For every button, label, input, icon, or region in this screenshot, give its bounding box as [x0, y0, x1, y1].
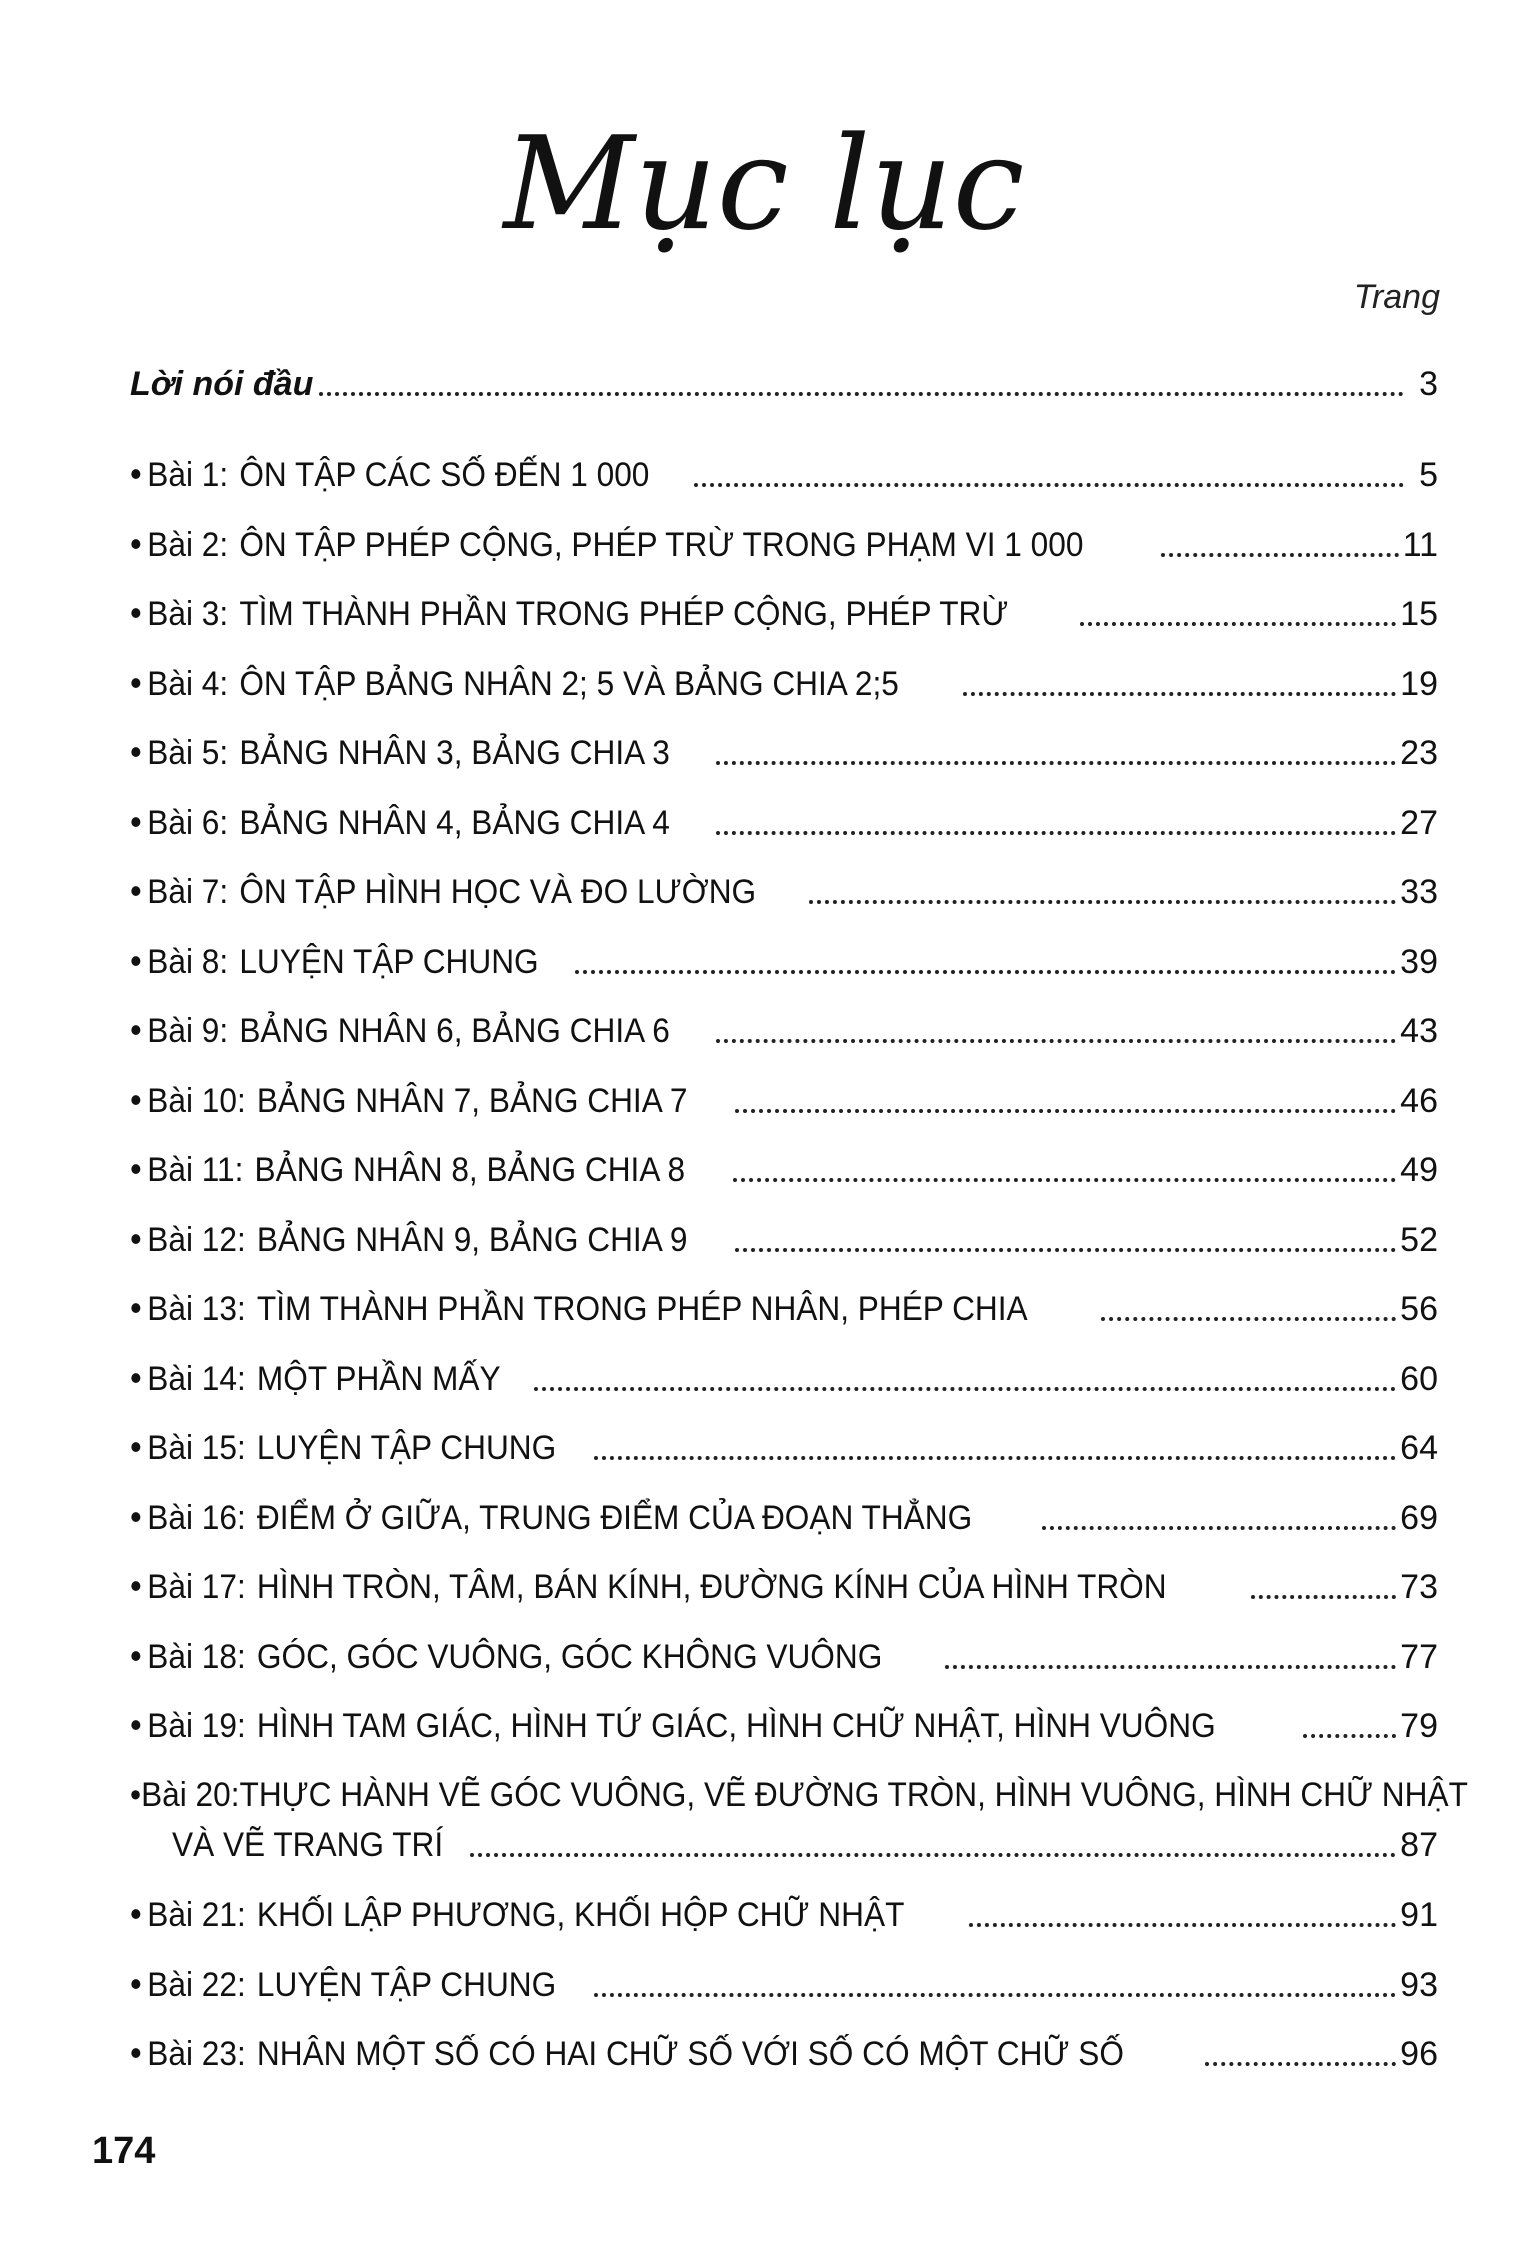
page-number: 87 [1400, 1825, 1438, 1864]
lesson-title: KHỐI LẬP PHƯƠNG, KHỐI HỘP CHỮ NHẬT [256, 1896, 905, 1934]
dot-leader [716, 831, 1396, 835]
bullet-icon: • [130, 592, 142, 633]
bullet-icon: • [130, 1078, 142, 1120]
toc-entry[interactable] [130, 869, 1438, 914]
bullet-icon: • [130, 1356, 142, 1398]
lesson-number: Bài 4: [147, 664, 229, 703]
entry-label [130, 522, 1083, 567]
page-number: 33 [1400, 873, 1438, 911]
lesson-title: LUYỆN TẬP CHUNG [256, 1965, 557, 2004]
dot-leader [534, 1387, 1396, 1391]
page-number: 23 [1400, 734, 1438, 772]
lesson-number: Bài 18: [147, 1637, 246, 1676]
dot-leader [735, 1109, 1396, 1113]
page-number: 73 [1400, 1568, 1438, 1606]
page-number: 19 [1400, 664, 1438, 703]
bullet-icon: • [130, 1495, 142, 1537]
entry-label [130, 1078, 687, 1123]
preface-label: Lời nói đầu [130, 365, 314, 403]
lesson-number: Bài 14: [147, 1359, 246, 1398]
entry-label [130, 1008, 670, 1053]
toc-entry[interactable] [130, 661, 1438, 706]
toc-entry[interactable] [130, 939, 1438, 984]
toc-entry[interactable] [130, 1425, 1438, 1470]
dot-leader [809, 900, 1396, 904]
page-column-header: Trang [1353, 278, 1440, 316]
lesson-title: NHÂN MỘT SỐ CÓ HAI CHỮ SỐ VỚI SỐ CÓ MỘT CHỮ SỐ [256, 2035, 1124, 2073]
toc-entry-line-cont[interactable] [172, 1823, 1438, 1867]
page-title: Mục lục [503, 110, 1025, 259]
bullet-icon: • [130, 1009, 142, 1050]
toc-entry[interactable] [130, 591, 1438, 636]
bullet-icon: • [130, 1565, 142, 1606]
dot-leader [1251, 1595, 1397, 1599]
bullet-icon: • [130, 1704, 142, 1745]
lesson-title: LUYỆN TẬP CHUNG [256, 1429, 557, 1467]
bullet-icon: • [130, 870, 142, 911]
entry-label [130, 2031, 1124, 2076]
lesson-title: ĐIỂM Ở GIỮA, TRUNG ĐIỂM CỦA ĐOẠN THẲNG [256, 1498, 973, 1537]
dot-leader [945, 1665, 1396, 1669]
lesson-number: Bài 11: [147, 1151, 244, 1189]
entry-label [130, 1495, 972, 1540]
toc-entry[interactable] [130, 1008, 1438, 1053]
bullet-icon: • [130, 1426, 142, 1467]
lesson-number: Bài 9: [147, 1012, 229, 1050]
bullet-icon: • [130, 1634, 142, 1676]
lesson-title: BẢNG NHÂN 4, BẢNG CHIA 4 [239, 803, 670, 842]
lesson-number: Bài 8: [147, 942, 229, 981]
entry-label [130, 1892, 904, 1937]
lesson-title: BẢNG NHÂN 9, BẢNG CHIA 9 [256, 1220, 688, 1259]
lesson-title: HÌNH TRÒN, TÂM, BÁN KÍNH, ĐƯỜNG KÍNH CỦA HÌNH TRÒN [256, 1568, 1167, 1606]
lesson-title-cont: VÀ VẼ TRANG TRÍ [172, 1825, 444, 1864]
lesson-number: Bài 19: [147, 1707, 246, 1745]
lesson-number: Bài 15: [147, 1429, 246, 1467]
lesson-number: Bài 17: [147, 1568, 246, 1606]
lesson-number: Bài 12: [147, 1220, 246, 1259]
page-number: 60 [1400, 1359, 1438, 1398]
entry-label [130, 1286, 1028, 1331]
dot-leader [735, 1248, 1396, 1252]
page-number: 91 [1400, 1896, 1438, 1934]
page-number: 5 [1419, 456, 1438, 494]
toc-entry[interactable] [130, 730, 1438, 775]
dot-leader [733, 1178, 1396, 1182]
bullet-icon: • [130, 1775, 142, 1814]
page-number: 93 [1400, 1965, 1438, 2004]
lesson-title: ÔN TẬP BẢNG NHÂN 2; 5 VÀ BẢNG CHIA 2;5 [239, 664, 899, 703]
lesson-number: Bài 10: [147, 1081, 246, 1120]
entry-label [130, 591, 1008, 636]
bullet-icon: • [130, 731, 142, 772]
dot-leader [470, 1853, 1397, 1857]
entry-label [130, 452, 649, 497]
toc-entry[interactable] [130, 1078, 1438, 1123]
lesson-title: HÌNH TAM GIÁC, HÌNH TỨ GIÁC, HÌNH CHỮ NHẬT, HÌNH VUÔNG [256, 1707, 1216, 1745]
lesson-title: ÔN TẬP PHÉP CỘNG, PHÉP TRỪ TRONG PHẠM VI 1 000 [239, 525, 1084, 564]
page-number: 49 [1400, 1151, 1438, 1189]
lesson-title: TÌM THÀNH PHẦN TRONG PHÉP NHÂN, PHÉP CHIA [256, 1290, 1028, 1328]
toc-entry[interactable] [130, 2031, 1438, 2076]
lesson-number: Bài 20: [141, 1775, 240, 1814]
entry-label [130, 869, 756, 914]
page-number: 46 [1400, 1081, 1438, 1120]
lesson-number: Bài 5: [147, 734, 229, 772]
dot-leader [594, 1456, 1396, 1460]
page-number: 69 [1400, 1498, 1438, 1537]
toc-entry[interactable] [130, 1495, 1438, 1540]
bullet-icon: • [130, 939, 142, 981]
lesson-number: Bài 2: [147, 525, 229, 564]
toc-entry[interactable] [130, 1356, 1438, 1401]
dot-leader [963, 692, 1396, 696]
entry-label [130, 1962, 556, 2007]
dot-leader [1101, 1317, 1396, 1321]
lesson-number: Bài 22: [147, 1965, 246, 2004]
dot-leader [1303, 1734, 1396, 1738]
entry-label [130, 1425, 556, 1470]
dot-leader [1080, 622, 1396, 626]
dot-leader [716, 761, 1396, 765]
dot-leader [1161, 553, 1399, 557]
bullet-icon: • [130, 1893, 142, 1934]
bullet-icon: • [130, 2032, 142, 2073]
page-number: 64 [1400, 1429, 1438, 1467]
bullet-icon: • [130, 1148, 142, 1189]
page-number: 11 [1402, 525, 1438, 564]
dot-leader [716, 1039, 1396, 1043]
toc-entry[interactable] [130, 522, 1438, 567]
toc-entry[interactable] [130, 1892, 1438, 1937]
page-number: 52 [1400, 1220, 1438, 1259]
toc-entry[interactable] [130, 1703, 1438, 1748]
toc-entry[interactable] [130, 1286, 1438, 1331]
lesson-title: MỘT PHẦN MẤY [256, 1359, 501, 1398]
lesson-title: ÔN TẬP CÁC SỐ ĐẾN 1 000 [239, 456, 650, 494]
entry-label [130, 1703, 1216, 1748]
lesson-number: Bài 3: [147, 595, 229, 633]
toc-entry[interactable] [130, 1564, 1438, 1609]
bullet-icon: • [130, 522, 142, 564]
dot-leader [1205, 2062, 1396, 2066]
lesson-number: Bài 13: [147, 1290, 246, 1328]
entry-label [130, 1217, 687, 1262]
footer-page-number: 174 [92, 2130, 156, 2172]
dot-leader [694, 483, 1404, 487]
bullet-icon: • [130, 800, 142, 842]
page-number: 79 [1400, 1707, 1438, 1745]
page-number: 96 [1400, 2035, 1438, 2073]
bullet-icon: • [130, 1287, 142, 1328]
dot-leader [319, 392, 1404, 396]
lesson-title: BẢNG NHÂN 6, BẢNG CHIA 6 [239, 1012, 670, 1050]
lesson-title: TÌM THÀNH PHẦN TRONG PHÉP CỘNG, PHÉP TRỪ [239, 595, 1009, 633]
lesson-number: Bài 23: [147, 2035, 246, 2073]
lesson-number: Bài 7: [147, 873, 229, 911]
page-number: 56 [1400, 1290, 1438, 1328]
page-number: 43 [1400, 1012, 1438, 1050]
lesson-title: BẢNG NHÂN 7, BẢNG CHIA 7 [256, 1081, 688, 1120]
toc-entry[interactable] [130, 1217, 1438, 1262]
bullet-icon: • [130, 661, 142, 703]
dot-leader [969, 1923, 1397, 1927]
lesson-number: Bài 1: [147, 456, 229, 494]
bullet-icon: • [130, 453, 142, 494]
dot-leader [575, 970, 1396, 974]
lesson-number: Bài 16: [147, 1498, 246, 1537]
page-number: 77 [1400, 1637, 1438, 1676]
entry-label [130, 939, 539, 984]
bullet-icon: • [130, 1962, 142, 2004]
entry-label [130, 730, 670, 775]
entry-label [130, 800, 670, 845]
lesson-title: LUYỆN TẬP CHUNG [239, 942, 539, 981]
toc-entry[interactable] [130, 800, 1438, 845]
page-number: 39 [1400, 942, 1438, 981]
toc-entry[interactable] [130, 1634, 1438, 1679]
lesson-number: Bài 6: [147, 803, 229, 842]
entry-label [130, 1356, 501, 1401]
entry-label [130, 1564, 1167, 1609]
lesson-title: ÔN TẬP HÌNH HỌC VÀ ĐO LƯỜNG [239, 873, 757, 911]
dot-leader [1042, 1526, 1397, 1530]
entry-label [130, 1147, 685, 1192]
page-number: 27 [1400, 803, 1438, 842]
entry-label [130, 1773, 1468, 1817]
toc-entry[interactable] [130, 1147, 1438, 1192]
lesson-title: BẢNG NHÂN 3, BẢNG CHIA 3 [239, 734, 670, 772]
page-number: 3 [1419, 365, 1438, 403]
entry-label [130, 661, 899, 706]
toc-entry[interactable] [130, 1962, 1438, 2007]
dot-leader [594, 1993, 1396, 1997]
bullet-icon: • [130, 1217, 142, 1259]
toc-entry-preface[interactable] [130, 362, 1438, 406]
lesson-title: GÓC, GÓC VUÔNG, GÓC KHÔNG VUÔNG [256, 1637, 883, 1676]
entry-label [130, 1634, 882, 1679]
page-number: 15 [1400, 595, 1438, 633]
lesson-number: Bài 21: [147, 1896, 246, 1934]
lesson-title: BẢNG NHÂN 8, BẢNG CHIA 8 [254, 1151, 686, 1189]
toc-entry-line[interactable] [130, 1773, 1468, 1817]
lesson-title: THỰC HÀNH VẼ GÓC VUÔNG, VẼ ĐƯỜNG TRÒN, HÌNH VUÔNG, HÌNH CHỮ NHẬT [239, 1775, 1468, 1814]
toc-entry[interactable] [130, 452, 1438, 497]
